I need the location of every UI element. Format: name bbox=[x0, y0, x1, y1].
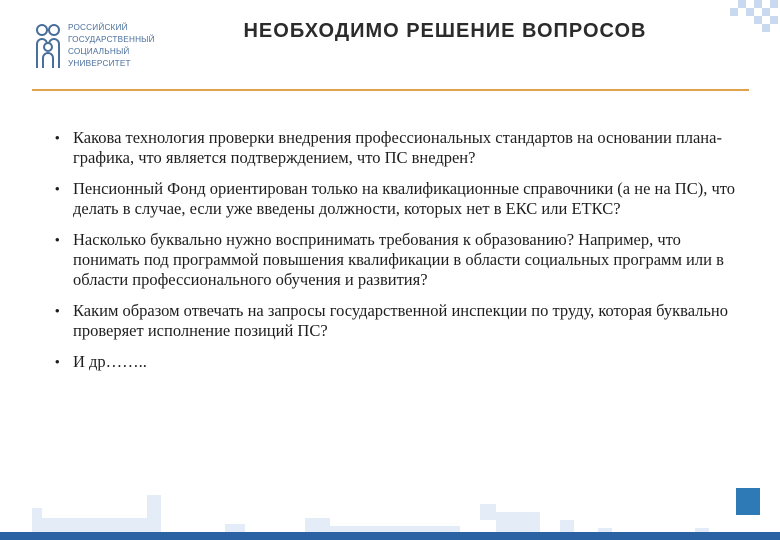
corner-accent-square bbox=[736, 488, 760, 515]
list-item-text: Пенсионный Фонд ориентирован только на квалификационные справочники (а не на ПС), что делать в случае, если уже введены должности, которых нет в ЕКС или ЕТКС? bbox=[73, 179, 736, 218]
list-item bbox=[55, 352, 745, 372]
header-divider bbox=[32, 89, 749, 91]
people-logo-icon bbox=[33, 22, 63, 70]
top-right-decoration bbox=[730, 0, 780, 32]
bullet-icon: • bbox=[55, 303, 60, 318]
list-item bbox=[55, 230, 745, 290]
list-item bbox=[55, 128, 745, 168]
list-item bbox=[55, 301, 745, 341]
bullet-icon: • bbox=[55, 354, 60, 369]
bullet-icon: • bbox=[55, 130, 60, 145]
bottom-bar bbox=[0, 532, 780, 540]
list-item bbox=[55, 179, 745, 219]
bullet-icon: • bbox=[55, 232, 60, 247]
list-item-text: И др…….. bbox=[73, 352, 147, 371]
questions-list bbox=[55, 128, 745, 383]
bullet-icon: • bbox=[55, 181, 60, 196]
list-item-text: Насколько буквально нужно воспринимать требования к образованию? Например, что понимать под программой повышения квалификации в области социальных программ или в области профессионального обучения и развития? bbox=[73, 230, 724, 289]
university-logo bbox=[33, 20, 173, 72]
list-item-text: Какова технология проверки внедрения профессиональных стандартов на основании плана-графика, что является подтверждением, что ПС внедрен? bbox=[73, 128, 722, 167]
list-item-text: Каким образом отвечать на запросы государственной инспекции по труду, которая буквально проверяет исполнение позиций ПС? bbox=[73, 301, 728, 340]
logo-text: РОССИЙСКИЙ ГОСУДАРСТВЕННЫЙ СОЦИАЛЬНЫЙ УНИВЕРСИТЕТ bbox=[68, 23, 155, 68]
page-title: НЕОБХОДИМО РЕШЕНИЕ ВОПРОСОВ bbox=[243, 20, 647, 42]
